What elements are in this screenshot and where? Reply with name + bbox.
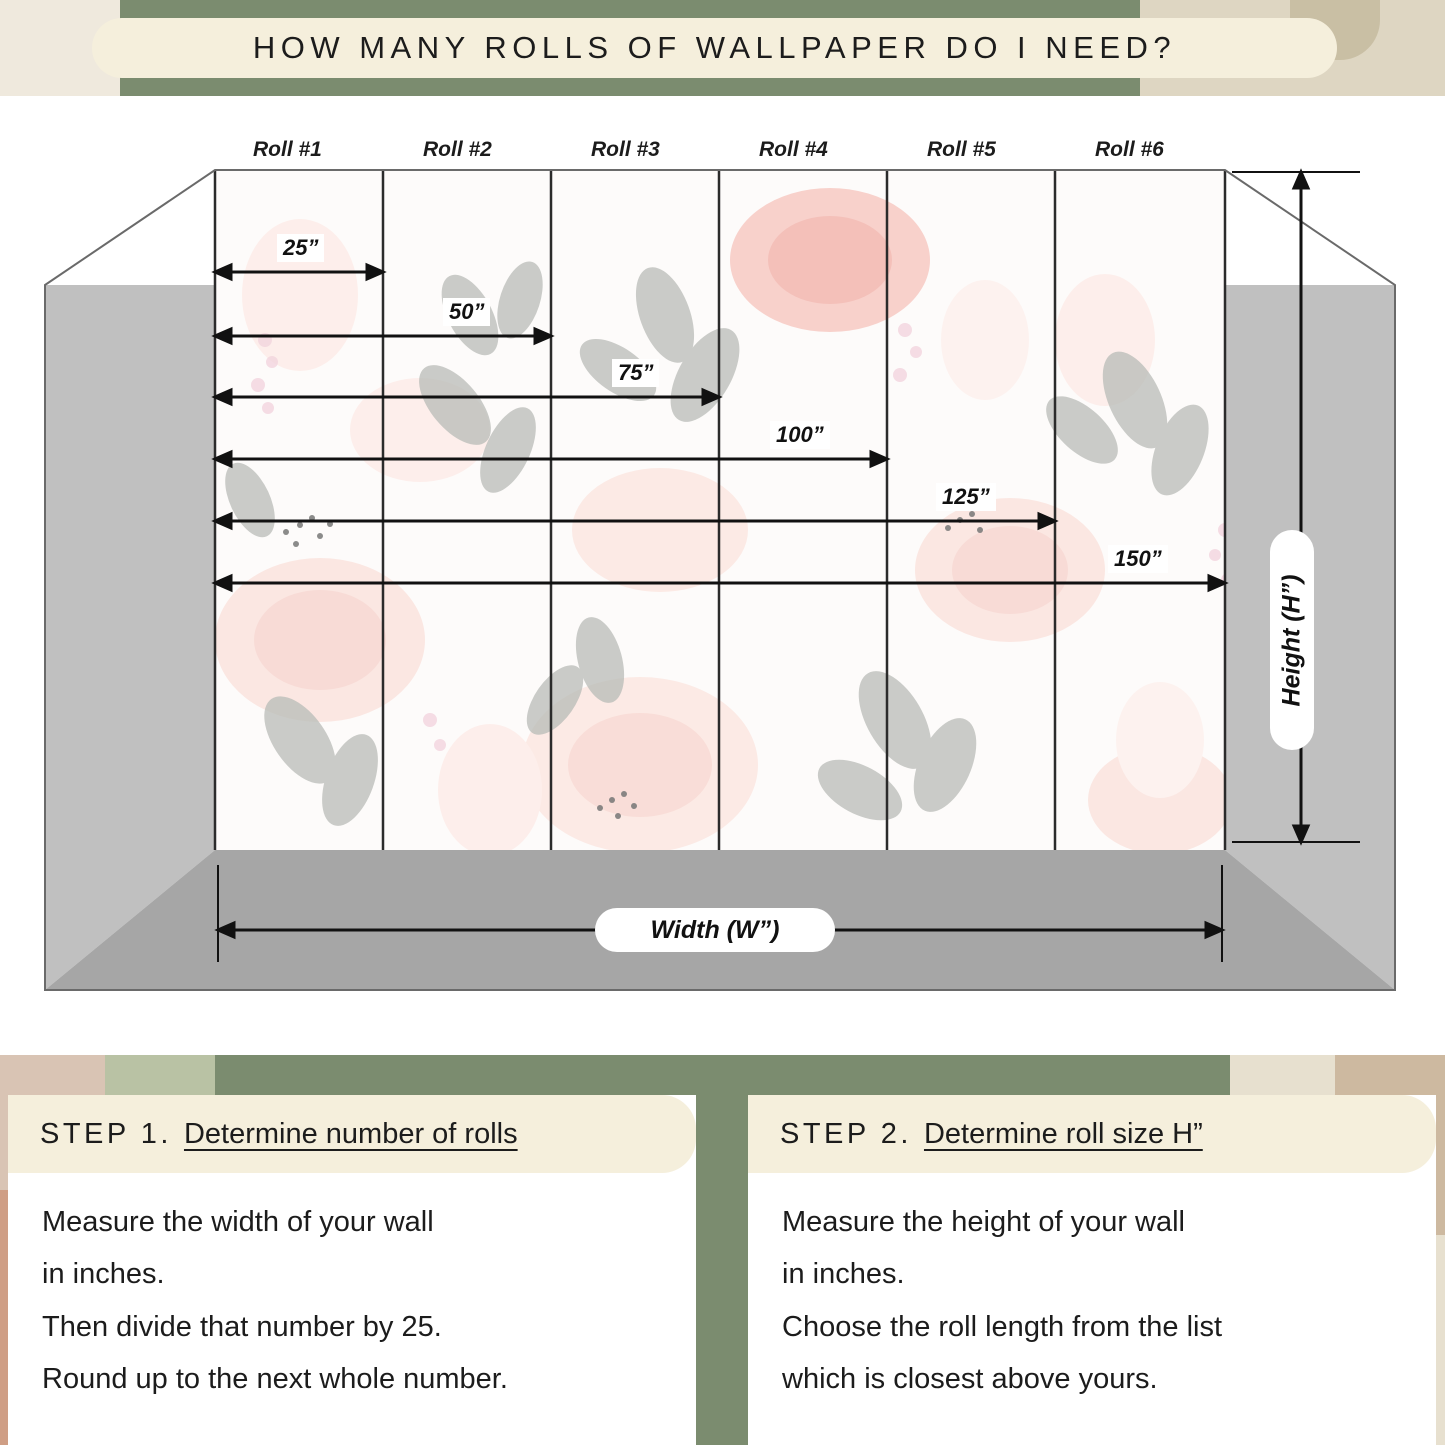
roll-label-5: Roll #5 — [927, 138, 996, 161]
step-1-line-3: Then divide that number by 25. — [42, 1310, 442, 1343]
step-card-2 — [748, 1095, 1436, 1445]
step-card-1 — [8, 1095, 696, 1445]
dimension-label-25: 25” — [277, 234, 324, 262]
step-1-line-2: in inches. — [42, 1258, 165, 1291]
step-1-header — [8, 1095, 696, 1173]
step-2-header — [748, 1095, 1436, 1173]
step-1-subtitle: Determine number of rolls — [183, 1117, 518, 1150]
roll-label-6: Roll #6 — [1095, 138, 1164, 161]
height-label-pill — [1270, 530, 1314, 750]
height-label: Height (H”) — [1277, 574, 1306, 706]
roll-label-4: Roll #4 — [759, 138, 828, 161]
step-2-line-2: in inches. — [782, 1258, 905, 1291]
width-label: Width (W”) — [650, 915, 780, 944]
step-2-body — [748, 1173, 1436, 1398]
left-wall — [45, 170, 215, 990]
step-1-number: STEP 1. — [40, 1117, 172, 1150]
dimension-label-150: 150” — [1108, 545, 1168, 573]
step-2-line-3: Choose the roll length from the list — [782, 1310, 1223, 1343]
roll-label-1: Roll #1 — [253, 138, 322, 161]
step-2-line-4: which is closest above yours. — [782, 1362, 1158, 1395]
roll-label-2: Roll #2 — [423, 138, 492, 161]
dimension-label-100: 100” — [770, 421, 830, 449]
dimension-label-125: 125” — [936, 483, 996, 511]
step-2-line-1: Measure the height of your wall — [782, 1206, 1185, 1238]
roll-label-3: Roll #3 — [591, 138, 660, 161]
dimension-label-50: 50” — [443, 298, 490, 326]
room-diagram — [0, 100, 1445, 1030]
page-title-pill — [92, 18, 1337, 78]
step-1-line-1: Measure the width of your wall — [42, 1206, 434, 1238]
dimension-label-75: 75” — [612, 359, 659, 387]
step-1-body — [8, 1173, 696, 1398]
page-title: HOW MANY ROLLS OF WALLPAPER DO I NEED? — [252, 30, 1177, 65]
step-2-number: STEP 2. — [780, 1117, 912, 1150]
step-1-line-4: Round up to the next whole number. — [42, 1362, 508, 1395]
step-2-subtitle: Determine roll size H” — [923, 1117, 1203, 1150]
width-label-pill — [595, 908, 835, 952]
